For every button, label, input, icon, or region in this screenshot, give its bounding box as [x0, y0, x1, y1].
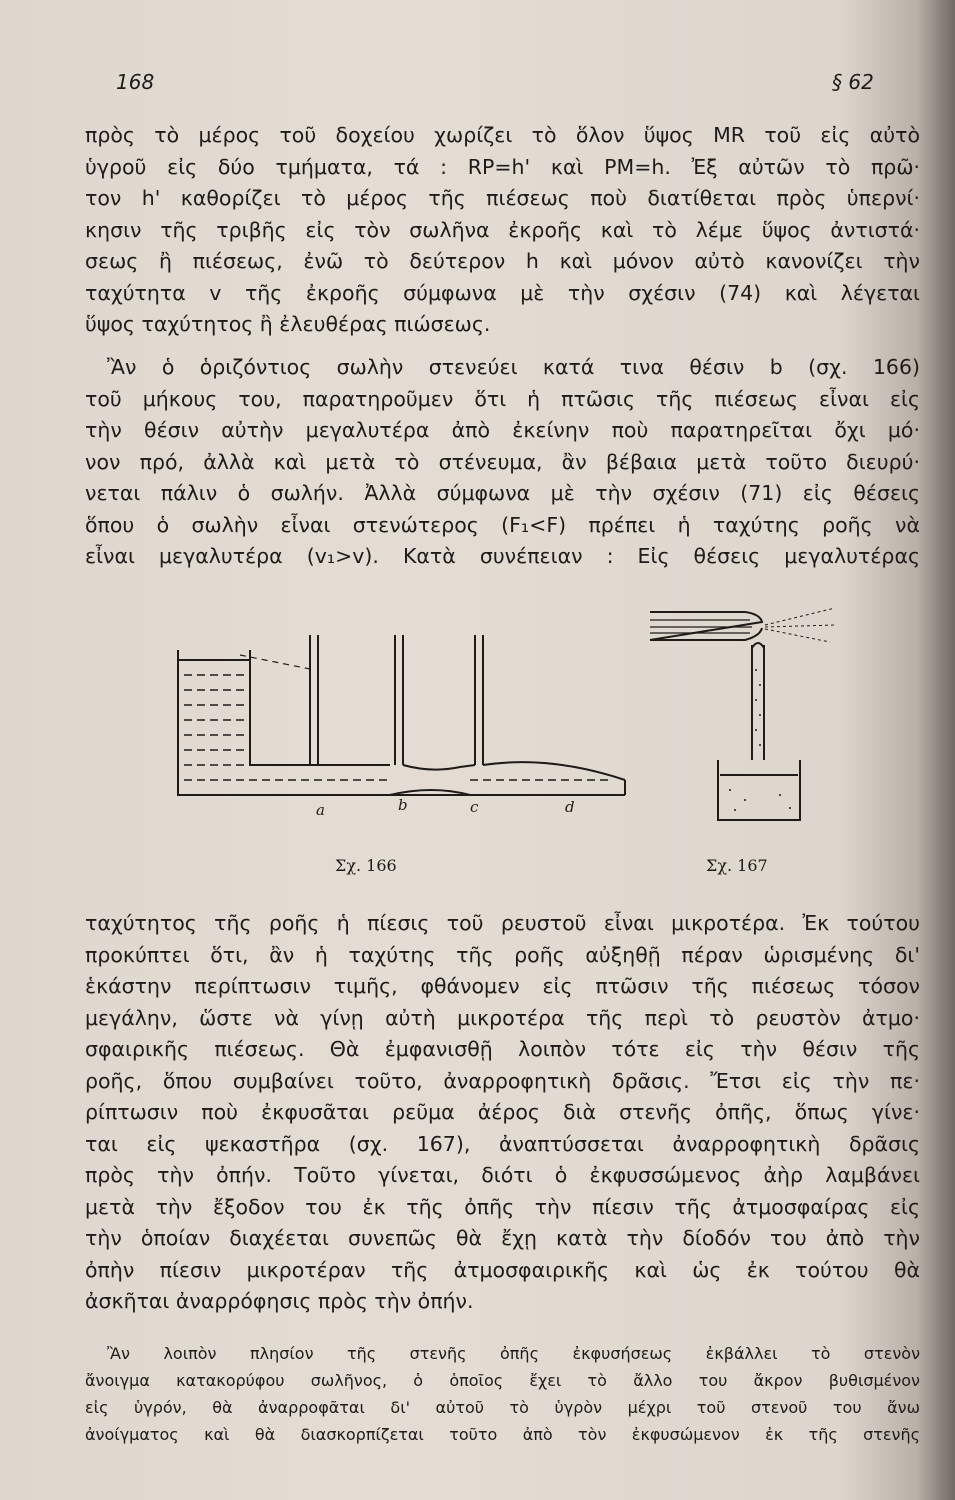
figure-166-caption: Σχ. 166 [335, 856, 397, 875]
text-line: τον h' καθορίζει τὸ μέρος τῆς πιέσεως ποὺ διατίθεται πρὸς ὑπερνί· [85, 186, 920, 210]
text-line: ρίπτωσιν ποὺ ἐκφυσᾶται ρεῦμα ἀέρος διὰ στενῆς ὀπῆς, ὅπως γίνε· [85, 1100, 920, 1124]
page-number: 168 [116, 70, 155, 94]
figure-167-caption: Σχ. 167 [706, 856, 768, 875]
text-line: εἰς ὑγρόν, θὰ ἀναρροφᾶται δι' αὐτοῦ τὸ ὑγρὸν μέχρι τοῦ στενοῦ του ἄνω [85, 1398, 920, 1417]
text-line: σεως ἢ πιέσεως, ἐνῶ τὸ δεύτερον h καὶ μόνον αὐτὸ κανονίζει τὴν [85, 249, 920, 273]
figure-166-venturi-pipe [170, 615, 640, 885]
paragraph-4-small-print [85, 1340, 920, 1448]
text-line: Ἂν ὁ ὁριζόντιος σωλὴν στενεύει κατά τινα θέσιν b (σχ. 166) [107, 355, 920, 379]
text-line: ὅπου ὁ σωλὴν εἶναι στενώτερος (F₁<F) πρέπει ἡ ταχύτης ροῆς νὰ [85, 512, 920, 537]
text-line: κησιν τῆς τριβῆς εἰς τὸν σωλῆνα ἐκροῆς καὶ τὸ λέμε ὕψος ἀντιστά· [85, 217, 920, 242]
text-line: ἄνοιγμα κατακορύφου σωλῆνος, ὁ ὁποῖος ἔχει τὸ ἄλλο του ἄκρον βυθισμένον [85, 1371, 920, 1390]
text-line: ἀνοίγματος καὶ θὰ διασκορπίζεται τοῦτο ἀπὸ τὸν ἐκφυσώμενον ἐκ τῆς στενῆς [85, 1425, 920, 1444]
text-line: ἀσκῆται ἀναρρόφησις πρὸς τὴν ὀπήν. [85, 1289, 474, 1313]
text-line: τὴν ὁποίαν διαχέεται συνεπῶς θὰ ἔχῃ κατὰ τὴν δίοδόν του ἀπὸ τὴν [85, 1226, 920, 1250]
text-line: νεται πάλιν ὁ σωλήν. Ἀλλὰ σύμφωνα μὲ τὴν σχέσιν (71) εἰς θέσεις [85, 481, 920, 505]
figure-label-b: b [398, 796, 408, 814]
text-line: ται εἰς ψεκαστῆρα (σχ. 167), ἀναπτύσσεται ἀναρροφητικὴ δρᾶσις [85, 1131, 920, 1156]
text-line: προκύπτει ὅτι, ἂν ἡ ταχύτης τῆς ροῆς αὐξηθῇ πέραν ὡρισμένης δι' [85, 942, 920, 967]
text-line: ὑγροῦ εἰς δύο τμήματα, τά : RP=h' καὶ PM=h. Ἐξ αὐτῶν τὸ πρῶ· [85, 154, 920, 179]
text-line: Ἂν λοιπὸν πλησίον τῆς στενῆς ὀπῆς ἐκφυσήσεως ἐκβάλλει τὸ στενὸν [107, 1344, 920, 1363]
text-line: πρὸς τὴν ὀπήν. Τοῦτο γίνεται, διότι ὁ ἐκφυσσώμενος ἀὴρ λαμβάνει [85, 1163, 920, 1187]
text-line: πρὸς τὸ μέρος τοῦ δοχείου χωρίζει τὸ ὅλον ὕψος MR τοῦ εἰς αὐτὸ [85, 123, 920, 147]
section-reference: § 62 [832, 70, 874, 94]
figure-167-atomizer [640, 600, 840, 885]
figure-label-a: a [316, 801, 325, 819]
figure-label-d: d [565, 798, 575, 816]
paragraph-1 [85, 120, 920, 341]
text-line: ταχύτητος τῆς ροῆς ἡ πίεσις τοῦ ρευστοῦ εἶναι μικροτέρα. Ἐκ τούτου [85, 911, 920, 935]
text-line: ταχύτητα v τῆς ἐκροῆς σύμφωνα μὲ τὴν σχέσιν (74) καὶ λέγεται [85, 280, 920, 305]
paragraph-3 [85, 908, 920, 1318]
text-line: ὕψος ταχύτητος ἢ ἐλευθέρας πιώσεως. [85, 312, 491, 336]
text-line: εἶναι μεγαλυτέρα (v₁>v). Κατὰ συνέπειαν : Εἰς θέσεις μεγαλυτέρας [85, 544, 920, 568]
paragraph-2 [85, 352, 920, 573]
text-line: νον πρό, ἀλλὰ καὶ μετὰ τὸ στένευμα, ἂν βέβαια μετὰ τοῦτο διευρύ· [85, 449, 920, 474]
text-line: μετὰ τὴν ἔξοδον του ἐκ τῆς ὀπῆς τὴν πίεσιν τῆς ἀτμοσφαίρας εἰς [85, 1194, 920, 1219]
text-line: τοῦ μήκους του, παρατηροῦμεν ὅτι ἡ πτῶσις τῆς πιέσεως εἶναι εἰς [85, 386, 920, 411]
text-line: σφαιρικῆς πιέσεως. Θὰ ἐμφανισθῇ λοιπὸν τότε εἰς τὴν θέσιν τῆς [85, 1037, 920, 1061]
text-line: ἑκάστην περίπτωσιν τιμῆς, φθάνομεν εἰς πτῶσιν τῆς πιέσεως τόσον [85, 974, 920, 998]
text-line: ροῆς, ὅπου συμβαίνει τοῦτο, ἀναρροφητικὴ δρᾶσις. Ἔτσι εἰς τὴν πε· [85, 1068, 920, 1093]
text-line: ὀπὴν πίεσιν μικροτέραν τῆς ἀτμοσφαιρικῆς καὶ ὡς ἐκ τούτου θὰ [85, 1257, 920, 1282]
text-line: μεγάλην, ὥστε νὰ γίνῃ αὐτὴ μικροτέρα τῆς περὶ τὸ ρευστὸν ἀτμο· [85, 1005, 920, 1030]
figure-label-c: c [470, 798, 479, 816]
text-line: τὴν θέσιν αὐτὴν μεγαλυτέρα ἀπὸ ἐκείνην ποὺ παρατηρεῖται ὄχι μό· [85, 418, 920, 442]
